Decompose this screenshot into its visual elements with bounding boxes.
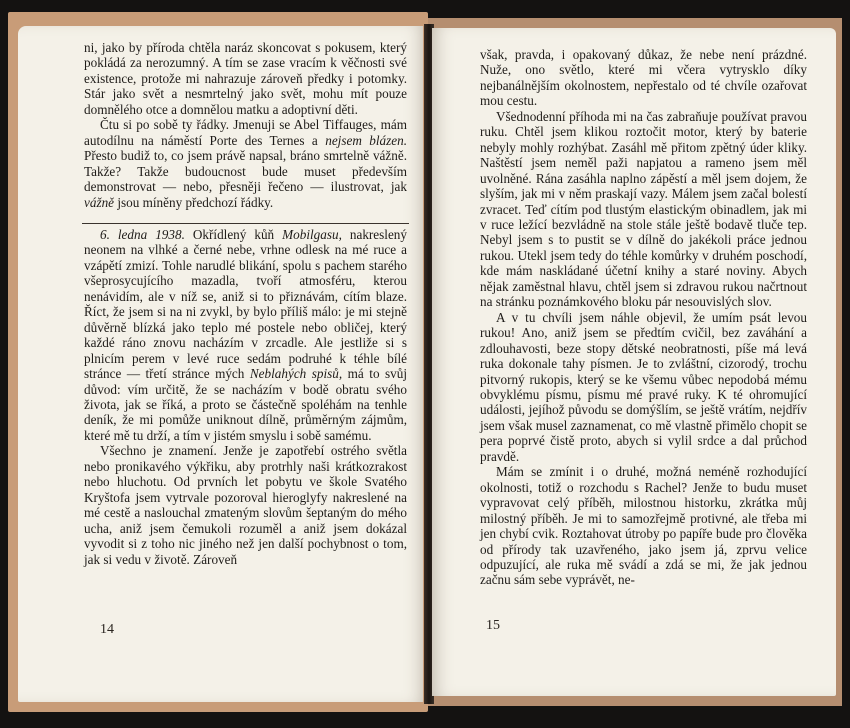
italic-text: vážně xyxy=(84,194,115,210)
diary-entry-first-paragraph xyxy=(84,227,407,443)
paragraph: A v tu chvíli jsem náhle objevil, že umím psát levou rukou! Ano, aniž jsem se předtím cvičil, bez zaváhání a zdlouhavosti, beze stopy dětské neobratnosti, píše má levá ruka dokonale tahy písmen. Je to zvláštní, cizorodý, trochu pitvorný rukopis, který se ke všemu vůbec nepodobá mému obvyklému písmu, písmu mé pravé ruky. K té ohromující události, jejíhož původu se domýšlím, se ještě vrátím, nejdřív jsem však musel zaznamenat, co mě vlastně přimělo chopit se pera poprvé čistě proto, abych si vylil srdce a dal průchod pravdě. xyxy=(480,309,807,464)
paragraph: Všechno je znamení. Jenže je zapotřebí ostrého světla nebo pronikavého výkřiku, aby protrhly naši krátkozrakost nebo hluchotu. Od prvních let pobytu ve škole Svatého Kryštofa jsem vytrvale pozoroval hieroglyfy nakreslené na mé cestě a naslouchal zmateným slovům šeptaným do mého ucha, aniž jsem čemukoli rozuměl a aniž jsem dokázal vyvodit si z toho nic jiného než jen další pochybnost o tom, jak si vedu v životě. Zároveň xyxy=(84,443,407,567)
paragraph: však, pravda, i opakovaný důkaz, že nebe není prázdné. Nuže, ono světlo, které mi včera vytrysklo díky nejbanálnějším okolnostem, nepřestalo od té chvíle ozařovat mou cestu. xyxy=(480,47,807,109)
paragraph: Okřídlený kůň Mobilgasu, nakreslený neonem na vlhké a černé nebe, vrhne odlesk na mé ruce a vzápětí zmizí. Tohle narudlé blikání, spolu s pachem starého všeprosycujícího mazadla, tvoří atmosféru, kterou nenávidím, ale v níž se, aniž si to přiznávám, cítím blaze. Říct, že jsem si na ni zvykl, by bylo příliš málo: je mi stejně důvěrně blízká jako teplo mé postele nebo obličej, který každé ráno znovu nacházím v zrcadle. Ale jestliže si s plnicím perem v levé ruce sedám podruhé k téhle bílé stránce — třetí stránce mých Neblahých spisů, má to svůj důvod: vím určitě, že se nacházím v bodě obratu svého života, jak se říká, a proto se částečně spoléhám na tenhle deník, že mi pomůže uniknout dílně, průměrným zájmům, které mě tu drží, a tím v jistém smyslu i sobě samému. xyxy=(84,226,408,443)
entry-date: 6. ledna 1938. xyxy=(100,226,185,242)
italic-text: Neblahých spisů, xyxy=(249,366,343,382)
page-number: 14 xyxy=(100,622,114,637)
page-number: 15 xyxy=(486,618,500,633)
italic-text: Mobilgasu, xyxy=(282,226,342,242)
italic-text: nejsem blázen. xyxy=(325,132,407,148)
paragraph: ni, jako by příroda chtěla naráz skoncovat s pokusem, který pokládá za nerozumný. A tím se zase vracím k věčnosti své existence, protože mi nahrazuje zároveň předky i potomky. Stár jako svět a nesmrtelný jako svět, mohu mít pouze domnělého otce a domnělou matku a adoptivní děti. xyxy=(84,40,407,117)
paragraph: Mám se zmínit i o druhé, možná neméně rozhodující okolnosti, totiž o rozchodu s Rachel? Jenže to budu muset vypravovat celý příběh, milostnou historku, zkrátka můj milostný příběh. Je mi to samozřejmě protivné, ale třeba mi jen chybí cvik. Roztahovat útroby po papíře bude pro člověka od přírody tak uzavřeného, jako jsem já, zprvu velice odpuzující, ale ruka mě svádí a zdá se mi, že jak jednou začnu sám sebe vyprávět, ne- xyxy=(480,464,807,588)
left-page xyxy=(18,26,423,702)
right-page xyxy=(432,28,836,696)
right-page-text xyxy=(480,47,807,588)
left-page-text xyxy=(84,40,407,567)
paragraph: Všednodenní příhoda mi na čas zabraňuje používat pravou ruku. Chtěl jsem klikou roztočit motor, který by baterie nebyly mohly rozhýbat. Zasáhl mě přitom zpětný úder kliky. Naštěstí jsem neměl paži napjatou a rameno jsem měl uvolněné. Rána zasáhla naplno zápěstí a měl jsem dojem, že slyším, jak mi v něm praskají vazy. Málem jsem začal bolestí zvracet. Teď cítím pod tlustým elastickým obinadlem, jak mi v ruce ležící bezvládně na stole stále ještě bodavě tluče tep. Nebyl jsem s to pustit se v dílně do jakékoli práce jednou rukou. Utekl jsem tedy do téhle komůrky v druhém poschodí, kde mám naskládané účetní knihy a staré noviny. Abych nějak zaměstnal hlavu, chtěl jsem si zdravou rukou načrtnout na stránku poznámkového bloku pár nesouvislých slov. xyxy=(480,108,807,310)
section-divider xyxy=(82,223,409,224)
paragraph: Čtu si po sobě ty řádky. Jmenuji se Abel Tiffauges, mám autodílnu na náměstí Porte des Ternes a nejsem blázen. Přesto budiž to, co jsem právě napsal, bráno smrtelně vážně. Takže? Takže budoucnost bude muset především demonstrovat — nebo, přesněji řečeno — ilustrovat, jak vážně jsou míněny předchozí řádky. xyxy=(84,117,407,210)
